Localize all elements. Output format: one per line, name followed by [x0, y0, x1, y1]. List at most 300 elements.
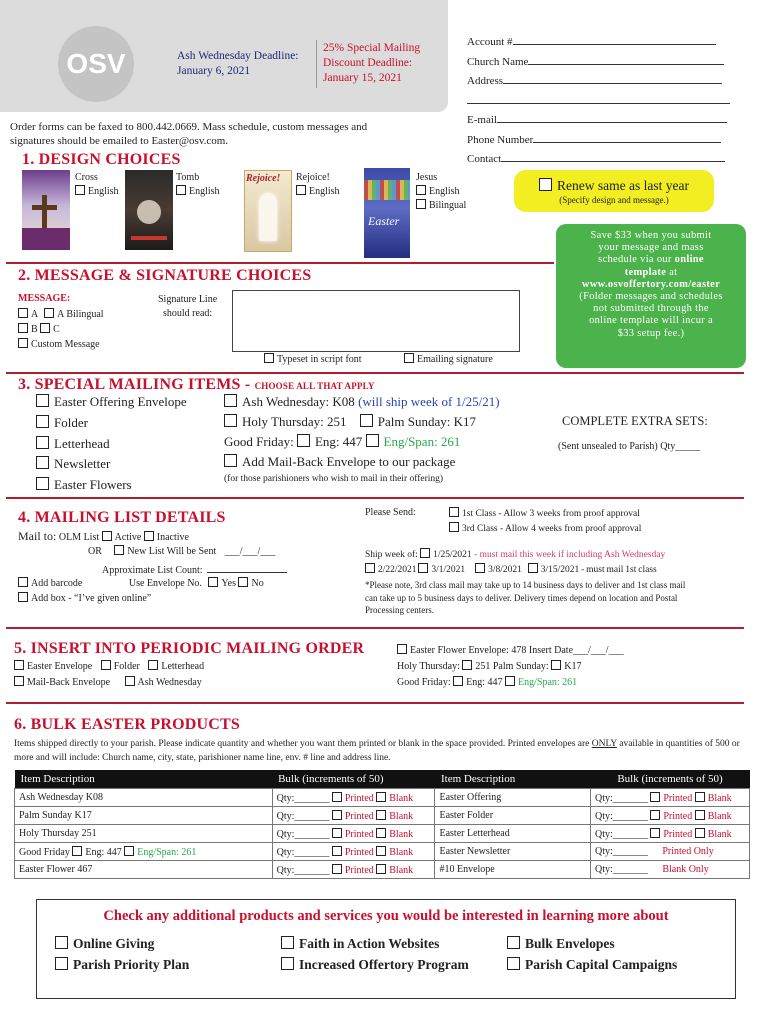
insert-engspan-label: Eng/Span: 261	[518, 677, 578, 688]
checkbox-icon[interactable]	[176, 185, 186, 195]
or-label: OR	[88, 546, 102, 557]
first-class-option[interactable]	[449, 507, 641, 522]
ash-deadline-date: January 6, 2021	[177, 65, 251, 77]
cross-label: Cross	[75, 172, 98, 183]
rejoice-image	[244, 170, 292, 252]
bulk-desc-2: available in quantities of 500 or more and will include: Church name, city, state, parishioner name line, env. # line and address line.	[14, 739, 740, 763]
bulk-cell[interactable]	[272, 843, 435, 861]
checkbox-icon[interactable]	[332, 864, 342, 874]
checkbox-icon[interactable]	[144, 531, 154, 541]
checkbox-icon[interactable]	[376, 792, 386, 802]
save-line-3b: online	[674, 254, 704, 266]
checkbox-icon[interactable]	[539, 178, 552, 191]
tomb-english-checkbox[interactable]	[176, 185, 220, 199]
checkbox-icon[interactable]	[462, 660, 472, 670]
qty-field[interactable]: Qty:_______	[276, 864, 330, 876]
checkbox-icon[interactable]	[281, 957, 294, 970]
checkbox-icon[interactable]	[224, 454, 237, 467]
yes-option[interactable]	[208, 578, 236, 589]
checkbox-icon[interactable]	[475, 563, 485, 573]
bulk-item: Palm Sunday K17	[15, 807, 273, 825]
checkbox-icon[interactable]	[36, 477, 49, 490]
easter-offering-envelope-label: Easter Offering Envelope	[54, 394, 187, 409]
delivery-note-2: can take up to 5 business days to deliver. Delivery times depend on location and Postal	[365, 592, 678, 603]
insert-flower-label: Easter Flower Envelope: 478 Insert Date	[410, 645, 574, 656]
message-a-checkbox[interactable]	[18, 309, 38, 320]
checkbox-icon[interactable]	[332, 792, 342, 802]
insert-options-left	[14, 659, 204, 690]
insert-eng-option[interactable]	[453, 677, 502, 688]
renew-sub: (Specify design and message.)	[559, 195, 669, 205]
good-friday-engspan-label: Eng/Span: 261	[383, 434, 461, 449]
mailback-sub: (for those parishioners who wish to mail in their offering)	[224, 474, 444, 484]
renew-row[interactable]	[514, 178, 714, 194]
checkbox-icon[interactable]	[224, 414, 237, 427]
emailing-option[interactable]	[404, 353, 493, 365]
ship-date-4-option[interactable]	[475, 565, 522, 575]
church-name-field[interactable]	[467, 53, 730, 73]
checkbox-icon[interactable]	[36, 436, 49, 449]
interest-box	[36, 899, 736, 999]
email-label: E-mail	[467, 114, 497, 126]
third-class-option[interactable]	[449, 522, 641, 537]
checkbox-icon[interactable]	[507, 936, 520, 949]
cross-english-checkbox[interactable]	[75, 185, 119, 199]
section-divider-2	[6, 372, 744, 374]
osv-logo-text: OSV	[66, 48, 126, 79]
add-box-option[interactable]	[18, 592, 151, 604]
insert-engspan-option[interactable]	[505, 677, 577, 688]
checkbox-icon[interactable]	[36, 394, 49, 407]
bulk-desc-only: ONLY	[591, 739, 617, 749]
palm-sunday-option[interactable]	[360, 414, 476, 429]
insert-holy-option[interactable]	[462, 661, 490, 672]
ship-date-3-option[interactable]	[418, 565, 465, 575]
tomb-image	[125, 170, 173, 250]
message-options	[18, 307, 104, 352]
jesus-image-title: Easter	[368, 214, 400, 228]
insert-letterhead-label: Letterhead	[161, 661, 205, 672]
checkbox-icon[interactable]	[397, 644, 407, 654]
checkbox-icon[interactable]	[102, 531, 112, 541]
online-giving-option[interactable]	[55, 936, 154, 952]
checkbox-icon[interactable]	[114, 545, 124, 555]
qty-field[interactable]: Qty:_______	[595, 792, 648, 804]
online-giving-label: Online Giving	[73, 936, 155, 951]
checkbox-icon[interactable]	[376, 864, 386, 874]
mail-to-row	[18, 529, 189, 544]
no-option[interactable]	[238, 578, 263, 589]
checkbox-icon[interactable]	[18, 577, 28, 587]
bulk-cell[interactable]	[591, 825, 750, 843]
bulk-cell[interactable]	[591, 843, 750, 861]
letterhead-option[interactable]	[36, 434, 187, 455]
phone-field[interactable]	[467, 131, 730, 151]
parish-capital-label: Parish Capital Campaigns	[525, 957, 678, 972]
checkbox-icon[interactable]	[449, 507, 459, 517]
faith-in-action-option[interactable]	[281, 936, 439, 952]
checkbox-icon[interactable]	[551, 660, 561, 670]
printed-label: Printed	[344, 846, 374, 858]
qty-field[interactable]: Qty:_______	[595, 864, 648, 875]
insert-title: 5. INSERT INTO PERIODIC MAILING ORDER	[14, 640, 365, 657]
bulk-envelopes-label: Bulk Envelopes	[525, 936, 615, 951]
emailing-label: Emailing signature	[417, 354, 493, 365]
checkbox-icon[interactable]	[650, 828, 660, 838]
printed-label: Printed	[344, 792, 374, 804]
message-a-bilingual-label: A Bilingual	[57, 309, 104, 320]
account-field[interactable]	[467, 33, 730, 53]
checkbox-icon[interactable]	[55, 936, 68, 949]
table-row	[15, 807, 750, 825]
checkbox-icon[interactable]	[36, 456, 49, 469]
insert-mailback-label: Mail-Back Envelope	[27, 676, 111, 688]
checkbox-icon[interactable]	[418, 563, 428, 573]
checkbox-icon[interactable]	[75, 185, 85, 195]
checkbox-icon[interactable]	[507, 957, 520, 970]
insert-holy-label: Holy Thursday:	[397, 661, 460, 672]
email-field[interactable]	[467, 111, 730, 131]
parish-priority-option[interactable]	[55, 957, 189, 973]
ship-date-2: 2/22/2021	[378, 565, 417, 575]
special-items-left	[36, 392, 187, 496]
folder-label: Folder	[54, 414, 88, 430]
checkbox-icon[interactable]	[695, 792, 705, 802]
bulk-cell[interactable]	[591, 807, 750, 825]
increased-offertory-option[interactable]	[281, 957, 469, 973]
ash-wednesday-label: Ash Wednesday: K08	[242, 394, 355, 409]
signature-input-box[interactable]	[232, 290, 520, 352]
typeset-label: Typeset in script font	[277, 354, 362, 365]
ship-date-5-note: - must mail 1st class	[581, 565, 657, 575]
account-label: Account #	[467, 36, 513, 48]
approx-count-field[interactable]	[102, 565, 287, 576]
insert-easter-envelope-option[interactable]	[14, 661, 92, 672]
third-class-label: 3rd Class - Allow 4 weeks from proof approval	[462, 524, 642, 534]
checkbox-icon[interactable]	[55, 957, 68, 970]
new-list-row	[88, 545, 275, 557]
checkbox-icon[interactable]	[18, 338, 28, 348]
address-field[interactable]	[467, 72, 730, 92]
bulk-item: Easter Folder	[435, 807, 591, 825]
printed-label: Printed	[344, 810, 374, 822]
bulk-header-bulk-2: Bulk (increments of 50)	[591, 770, 750, 789]
ship-dates-row	[365, 563, 657, 575]
checkbox-icon[interactable]	[650, 810, 660, 820]
checkbox-icon[interactable]	[297, 434, 310, 447]
rejoice-english-label: English	[309, 186, 340, 197]
bulk-cell[interactable]	[272, 789, 435, 807]
qty-field[interactable]: Qty:_______	[595, 846, 648, 857]
increased-offertory-label: Increased Offertory Program	[299, 957, 469, 972]
insert-flower-option[interactable]	[397, 643, 624, 659]
jesus-english-checkbox[interactable]	[416, 185, 466, 199]
blank-only-label: Blank Only	[662, 864, 709, 875]
special-items-mid	[224, 392, 500, 472]
checkbox-icon[interactable]	[14, 676, 24, 686]
easter-flowers-option[interactable]	[36, 475, 187, 496]
checkbox-icon[interactable]	[281, 936, 294, 949]
checkbox-icon[interactable]	[18, 592, 28, 602]
qty-field[interactable]: Qty:_______	[276, 810, 330, 822]
good-friday-eng-label: Eng: 447	[314, 434, 363, 449]
checkbox-icon[interactable]	[376, 810, 386, 820]
blank-label: Blank	[389, 864, 414, 876]
delivery-note-3: Processing centers.	[365, 605, 434, 615]
ash-wednesday-option[interactable]	[224, 392, 500, 412]
save-line-4b: at	[669, 266, 678, 278]
newsletter-option[interactable]	[36, 454, 187, 475]
save-url[interactable]: www.osvoffertory.com/easter	[581, 278, 721, 290]
tomb-label: Tomb	[176, 172, 200, 183]
checkbox-icon[interactable]	[36, 415, 49, 428]
insert-palm-option[interactable]	[551, 661, 581, 672]
ship-date-2-option[interactable]	[365, 565, 417, 575]
insert-folder-option[interactable]	[101, 661, 140, 672]
checkbox-icon[interactable]	[124, 846, 134, 856]
checkbox-icon[interactable]	[264, 353, 274, 363]
message-a-label: A	[31, 309, 38, 320]
insert-flower-date[interactable]: ___/___/___	[573, 645, 624, 656]
parish-capital-option[interactable]	[507, 957, 677, 973]
qty-field[interactable]: Qty:_______	[595, 810, 648, 822]
printed-label: Printed	[344, 828, 374, 840]
insert-mailback-option[interactable]	[14, 677, 110, 688]
checkbox-icon[interactable]	[332, 810, 342, 820]
bulk-gf-eng: Eng: 447	[85, 846, 122, 858]
checkbox-icon[interactable]	[18, 308, 28, 318]
checkbox-icon[interactable]	[366, 434, 379, 447]
checkbox-icon[interactable]	[416, 199, 426, 209]
yes-label: Yes	[221, 578, 236, 589]
new-list-date[interactable]: ___/___/___	[224, 546, 276, 557]
new-list-option[interactable]	[114, 546, 216, 557]
insert-ash-option[interactable]	[125, 677, 202, 688]
checkbox-icon[interactable]	[453, 676, 463, 686]
contact-field[interactable]	[467, 150, 730, 170]
message-b-label: B	[31, 324, 38, 335]
bulk-gf-engspan-option[interactable]	[124, 847, 196, 858]
insert-ash-label: Ash Wednesday	[137, 676, 202, 688]
newsletter-label: Newsletter	[54, 456, 111, 472]
bulk-table	[14, 770, 750, 879]
rejoice-label: Rejoice!	[296, 172, 330, 183]
please-send-label: Please Send:	[365, 507, 416, 518]
active-option[interactable]	[102, 532, 142, 543]
rejoice-english-checkbox[interactable]	[296, 185, 340, 199]
save-line-3	[556, 254, 746, 266]
blank-label: Blank	[707, 792, 732, 804]
mailback-label: Add Mail-Back Envelope to our package	[242, 454, 456, 469]
bulk-cell[interactable]	[591, 861, 750, 879]
barcode-option[interactable]	[18, 578, 82, 589]
save-line-4	[556, 267, 746, 279]
checkbox-icon[interactable]	[72, 846, 82, 856]
save-line-2: your message and mass	[598, 242, 704, 254]
bulk-gf-eng-option[interactable]	[72, 847, 121, 858]
parish-priority-label: Parish Priority Plan	[73, 957, 190, 972]
ship-date-5-option[interactable]	[528, 565, 580, 575]
checkbox-icon[interactable]	[148, 660, 158, 670]
tomb-option	[176, 171, 220, 199]
save-line-7: not submitted through the	[593, 303, 709, 315]
section-divider-4	[6, 627, 744, 629]
holy-thursday-option[interactable]	[224, 414, 346, 429]
message-title: 2. MESSAGE & SIGNATURE CHOICES	[18, 267, 312, 284]
delivery-note	[365, 579, 750, 617]
cross-english-label: English	[88, 186, 119, 197]
checkbox-icon[interactable]	[360, 414, 373, 427]
printed-label: Printed	[663, 792, 693, 804]
address-field-2[interactable]	[467, 92, 730, 112]
insert-palm-num: K17	[564, 661, 582, 672]
checkbox-icon[interactable]	[14, 660, 24, 670]
fax-instructions	[10, 120, 367, 148]
insert-eng-label: Eng: 447	[466, 677, 503, 688]
checkbox-icon[interactable]	[416, 185, 426, 195]
class-options	[449, 507, 641, 537]
good-friday-label: Good Friday:	[224, 434, 294, 449]
qty-field[interactable]: Qty:_______	[276, 828, 330, 840]
good-friday-item: Good Friday	[19, 846, 70, 858]
special-deadline	[323, 41, 420, 86]
insert-letterhead-option[interactable]	[148, 661, 204, 672]
checkbox-icon[interactable]	[528, 563, 538, 573]
ship-date-1-option[interactable]	[420, 550, 472, 560]
typeset-option[interactable]	[264, 353, 362, 365]
table-row	[15, 861, 750, 879]
bulk-item: Easter Letterhead	[435, 825, 591, 843]
checkbox-icon[interactable]	[695, 810, 705, 820]
church-label: Church Name	[467, 55, 529, 68]
checkbox-icon[interactable]	[695, 828, 705, 838]
good-friday-engspan-option[interactable]	[366, 434, 461, 449]
ship-date-1-note: - must mail this week if including Ash Wednesday	[474, 550, 666, 560]
blank-label: Blank	[389, 828, 414, 840]
complete-extra-qty[interactable]: (Sent unsealed to Parish) Qty_____	[558, 441, 701, 452]
ship-date-5: 3/15/2021	[540, 565, 580, 575]
insert-holy-num: 251	[475, 661, 491, 672]
folder-option[interactable]	[36, 413, 187, 434]
bulk-gf-engspan: Eng/Span: 261	[137, 846, 197, 858]
good-friday-eng-option[interactable]	[297, 434, 362, 449]
renew-label: Renew same as last year	[557, 178, 689, 193]
jesus-english-label: English	[429, 186, 460, 197]
interest-title: Check any additional products and services you would be interested in learning more about	[103, 908, 669, 924]
checkbox-icon[interactable]	[332, 846, 342, 856]
delivery-note-1: *Please note, 3rd class mail may take up to 14 business days to deliver and 1st class mail	[365, 580, 686, 590]
blank-label: Blank	[389, 810, 414, 822]
checkbox-icon[interactable]	[404, 353, 414, 363]
inactive-option[interactable]	[144, 532, 189, 543]
bulk-item: Holy Thursday 251	[15, 825, 273, 843]
qty-field[interactable]: Qty:_______	[276, 792, 330, 804]
checkbox-icon[interactable]	[332, 828, 342, 838]
checkbox-icon[interactable]	[18, 323, 28, 333]
checkbox-icon[interactable]	[40, 323, 50, 333]
insert-folder-label: Folder	[113, 661, 140, 672]
bulk-cell[interactable]	[272, 807, 435, 825]
mailing-title: 4. MAILING LIST DETAILS	[18, 509, 226, 526]
checkbox-icon[interactable]	[420, 548, 430, 558]
bulk-cell[interactable]	[272, 825, 435, 843]
cross-option	[75, 171, 119, 199]
olm-list-label: OLM List	[58, 532, 100, 543]
checkbox-icon[interactable]	[376, 828, 386, 838]
section-divider-1	[6, 262, 554, 264]
message-c-checkbox[interactable]	[40, 324, 60, 335]
approx-label: Approximate List Count:	[102, 565, 203, 576]
checkbox-icon[interactable]	[208, 577, 218, 587]
design-choices-title: 1. DESIGN CHOICES	[22, 151, 181, 168]
checkbox-icon[interactable]	[376, 846, 386, 856]
blank-label: Blank	[389, 846, 414, 858]
bulk-cell[interactable]	[272, 861, 435, 879]
ship-date-3: 3/1/2021	[431, 565, 466, 575]
message-a-bilingual-checkbox[interactable]	[44, 309, 103, 320]
checkbox-icon[interactable]	[650, 792, 660, 802]
bulk-description	[14, 737, 754, 765]
table-row	[15, 789, 750, 807]
bulk-item: Ash Wednesday K08	[15, 789, 273, 807]
printed-label: Printed	[663, 828, 693, 840]
new-list-label: New List Will be Sent	[127, 546, 217, 557]
jesus-bilingual-checkbox[interactable]	[416, 199, 466, 213]
checkbox-icon[interactable]	[238, 577, 248, 587]
qty-field[interactable]: Qty:_______	[276, 846, 330, 858]
save-line-9: $33 setup fee.)	[617, 327, 685, 339]
rejoice-option	[296, 171, 340, 199]
mailback-option[interactable]	[224, 452, 500, 472]
bulk-header-bulk: Bulk (increments of 50)	[272, 770, 435, 789]
add-box-label: Add box - “I’ve given online”	[31, 593, 152, 604]
bulk-item: #10 Envelope	[435, 861, 591, 879]
ship-date-1: 1/25/2021	[433, 550, 472, 560]
checkbox-icon[interactable]	[101, 660, 111, 670]
checkbox-icon[interactable]	[224, 394, 237, 407]
first-class-label: 1st Class - Allow 3 weeks from proof approval	[462, 509, 640, 519]
message-c-label: C	[53, 324, 60, 335]
palm-sunday-label: Palm Sunday: K17	[377, 414, 476, 429]
fax-line-1: Order forms can be faxed to 800.442.0669. Mass schedule, custom messages and	[10, 121, 368, 133]
custom-message-checkbox[interactable]	[18, 337, 104, 352]
ash-deadline	[177, 49, 299, 79]
message-b-checkbox[interactable]	[18, 324, 38, 335]
bulk-header-item: Item Description	[15, 770, 273, 789]
holy-thursday-label: Holy Thursday: 251	[242, 414, 347, 429]
phone-label: Phone Number	[467, 133, 534, 146]
qty-field[interactable]: Qty:_______	[595, 828, 648, 840]
bulk-cell[interactable]	[591, 789, 750, 807]
special-deadline-divider	[316, 40, 317, 88]
checkbox-icon[interactable]	[449, 522, 459, 532]
printed-label: Printed	[663, 810, 693, 822]
blank-label: Blank	[707, 828, 732, 840]
checkbox-icon[interactable]	[296, 185, 306, 195]
special-title-main: 3. SPECIAL MAILING ITEMS -	[18, 376, 251, 393]
faith-in-action-label: Faith in Action Websites	[299, 936, 440, 951]
renew-box[interactable]	[514, 170, 714, 212]
bulk-envelopes-option[interactable]	[507, 936, 615, 952]
checkbox-icon[interactable]	[505, 676, 515, 686]
table-row	[15, 843, 750, 861]
checkbox-icon[interactable]	[44, 308, 54, 318]
easter-offering-envelope-option[interactable]	[36, 392, 187, 413]
checkbox-icon[interactable]	[365, 563, 375, 573]
checkbox-icon[interactable]	[125, 676, 135, 686]
signature-line-label	[158, 293, 217, 321]
jesus-bilingual-label: Bilingual	[429, 200, 467, 211]
